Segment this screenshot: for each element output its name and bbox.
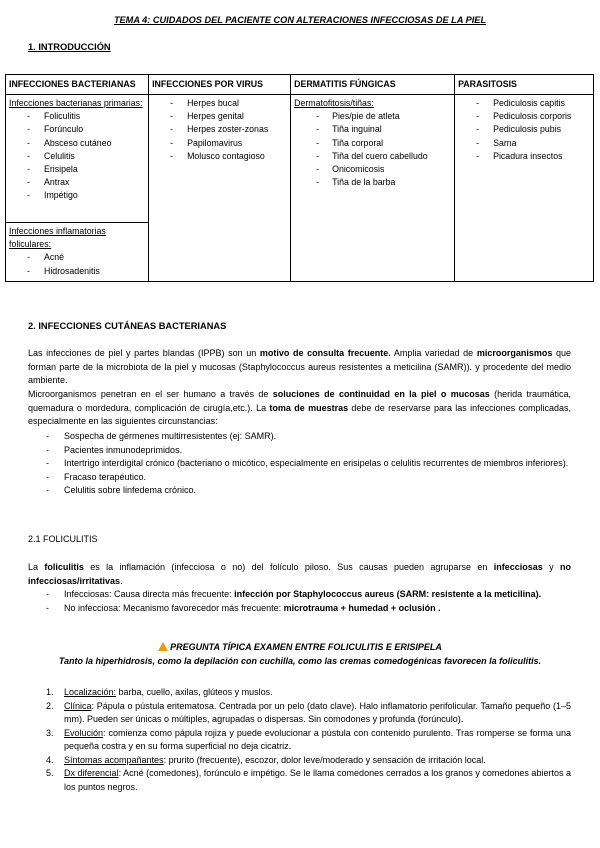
bacterial-primary-list	[9, 110, 145, 202]
bold-span: soluciones de continuidad en la piel o mucosas	[272, 389, 490, 399]
text-span: .	[120, 575, 123, 586]
item-text: : comienza como pápula rojiza y puede evolucionar a pústula con contenido purulento. Tras romperse se forma una pequeña costra y en su forma superficial no deja cicatriz.	[64, 727, 571, 751]
classification-table	[5, 74, 594, 282]
list-item: - Pediculosis capitis	[458, 97, 590, 110]
list-item: - Pediculosis pubis	[458, 123, 590, 136]
list-item: - Hidrosadenitis	[9, 265, 145, 278]
list-item	[46, 686, 571, 700]
list-item	[46, 727, 571, 754]
item-label: Dx diferencial	[64, 768, 119, 778]
item-text: : Pápula o pústula eritematosa. Centrada por un pelo (dato clave). Halo inflamatorio perifolicular. Tamaño pequeño (1–5 mm). Pueden ser únicas o múltiples, agrupadas o dispersas. Sin comodones y profunda (forúnculo).	[64, 700, 571, 724]
list-item: - Pediculosis corporis	[458, 110, 590, 123]
list-item: - Forúnculo	[9, 123, 145, 136]
list-item: - Herpes zoster-zonas	[152, 123, 287, 136]
virus-cell	[149, 95, 291, 282]
bold-span: microtrauma + humedad + oclusión .	[283, 602, 441, 613]
list-item: - Erisipela	[9, 163, 145, 176]
text-span: (herida traumática, quemadura o mordedura, complicación de cirugía,etc.). La	[28, 389, 571, 413]
list-item: - Pies/pie de atleta	[294, 110, 451, 123]
item-number: 1.	[46, 687, 54, 697]
header-fungal: DERMATITIS FÚNGICAS	[291, 75, 455, 95]
item-text: : Acné (comedones), forúnculo e impétigo. Se le llama comedones cerrados a los granos y comedones abiertos a los puntos negros.	[64, 768, 572, 792]
document-title: TEMA 4: CUIDADOS DEL PACIENTE CON ALTERACIONES INFECCIOSAS DE LA PIEL	[113, 15, 487, 25]
causes-list	[46, 588, 571, 615]
header-parasites: PARASITOSIS	[455, 75, 594, 95]
bold-span: motivo de consulta frecuente.	[259, 348, 391, 358]
text-span: y	[542, 562, 560, 572]
list-item: - Sarna	[458, 137, 590, 150]
fungal-label: Dermatofitosis/tiñas:	[294, 98, 374, 108]
list-item: - Herpes bucal	[152, 97, 287, 110]
list-item: - Sospecha de gérmenes multirresistentes (ej: SAMR).	[46, 430, 571, 444]
item-number: 5.	[46, 768, 54, 778]
header-bacterial: INFECCIONES BACTERIANAS	[6, 75, 149, 95]
text-span: es la inflamación (infecciosa o no) del folículo piloso. Sus causas pueden agruparse en	[83, 562, 494, 572]
text-span: No infecciosa: Mecanismo favorecedor más frecuente:	[64, 602, 284, 613]
item-number: 2.	[46, 700, 54, 711]
list-item: - Picadura insectos	[458, 150, 590, 163]
text-span: que forman parte de la microbiota de la piel y mucosas (Staphylococcus aureus resistentes a meticilina (SAMR)). y procedente del medio ambiente.	[28, 348, 571, 385]
cause-infectious	[46, 588, 571, 602]
table-body-row	[6, 95, 594, 223]
circumstances-list	[46, 430, 571, 498]
exam-question	[0, 642, 600, 652]
section2-heading: 2. INFECCIONES CUTÁNEAS BACTERIANAS	[28, 321, 227, 331]
fungal-cell	[291, 95, 455, 282]
bold-span: infección por Staphylococcus aureus (SARM: resistente a la meticilina).	[234, 589, 542, 599]
list-item: - Celulitis sobre linfedema crónico.	[46, 484, 571, 498]
list-item: - Herpes genital	[152, 110, 287, 123]
list-item: - Antrax	[9, 176, 145, 189]
item-text: : prurito (frecuente), escozor, dolor leve/moderado y sensación de irritación local.	[163, 754, 486, 765]
list-item: - Acné	[9, 251, 145, 264]
list-item	[46, 700, 571, 727]
text-span: Las infecciones de piel y partes blandas (IPPB) son un	[28, 348, 260, 358]
list-item: - Molusco contagioso	[152, 150, 287, 163]
text-span: Infecciosas: Causa directa más frecuente:	[64, 589, 235, 599]
item-number: 3.	[46, 727, 54, 738]
bold-span: no infecciosas/irritativas	[28, 562, 571, 586]
list-item: - Impétigo	[9, 189, 145, 202]
table-header-row	[6, 75, 594, 95]
bacterial-follicular-list	[9, 251, 145, 277]
list-item: - Tiña de la barba	[294, 176, 451, 189]
parasites-cell	[455, 95, 594, 282]
list-item: - Celulitis	[9, 150, 145, 163]
item-text: barba, cuello, axilas, glúteos y muslos.	[116, 687, 273, 697]
text-span: Amplia variedad de	[390, 348, 477, 358]
text-span: debe de reservarse para las infecciones complicadas, especialmente en las siguientes circunstancias:	[28, 402, 571, 426]
virus-list	[152, 97, 287, 163]
list-item	[46, 754, 571, 768]
list-item: - Tiña inguinal	[294, 123, 451, 136]
bacterial-primary-label: Infecciones bacterianas primarias:	[9, 98, 143, 108]
bacterial-follicular-label: Infecciones inflamatorias foliculares:	[9, 226, 106, 250]
list-item: - Intertrigo interdigital crónico (bacteriano o micótico, especialmente en erisipelas o celulitis recurrentes de miembros inferiores).	[46, 457, 571, 471]
bold-span: foliculitis	[44, 562, 84, 572]
intro-heading: 1. INTRODUCCIÓN	[28, 42, 111, 52]
bacterial-primary-cell	[6, 95, 149, 223]
list-item: - Absceso cutáneo	[9, 137, 145, 150]
paragraph-microorganisms	[28, 388, 571, 429]
text-span: Microorganismos penetran en el ser humano a través de	[28, 389, 273, 399]
bacterial-follicular-cell	[6, 223, 149, 282]
bold-span: toma de muestras	[269, 402, 349, 413]
item-number: 4.	[46, 754, 54, 765]
item-label: Evolución	[64, 727, 104, 738]
exam-question-text: PREGUNTA TÍPICA EXAMEN ENTRE FOLICULITIS E ERISIPELA	[170, 642, 442, 652]
foliculitis-points	[46, 686, 571, 794]
text-span: La	[28, 562, 45, 572]
list-item: - Onicomicosis	[294, 163, 451, 176]
cause-noninfectious	[46, 602, 571, 616]
item-label: Localización:	[64, 687, 117, 697]
list-item: - Fracaso terapéutico.	[46, 471, 571, 485]
bold-span: microorganismos	[476, 348, 553, 358]
section21-heading: 2.1 FOLICULITIS	[28, 534, 98, 544]
parasites-list	[458, 97, 590, 163]
list-item: - Foliculitis	[9, 110, 145, 123]
exam-note: Tanto la hiperhidrosis, como la depilación con cuchilla, como las cremas comedogénicas favorecen la foliculitis.	[58, 656, 542, 666]
fungal-list	[294, 110, 451, 189]
list-item: - Papilomavirus	[152, 137, 287, 150]
list-item: - Pacientes inmunodeprimidos.	[46, 444, 571, 458]
warning-icon	[158, 642, 168, 651]
header-virus: INFECCIONES POR VIRUS	[149, 75, 291, 95]
paragraph-foliculitis	[28, 561, 571, 588]
item-label: Síntomas acompañantes	[64, 754, 164, 765]
item-label: Clínica	[64, 700, 92, 711]
list-item	[46, 767, 571, 794]
bold-span: infecciosas	[493, 562, 543, 572]
paragraph-ippb	[28, 347, 571, 388]
list-item: - Tiña del cuero cabelludo	[294, 150, 451, 163]
list-item: - Tiña corporal	[294, 137, 451, 150]
